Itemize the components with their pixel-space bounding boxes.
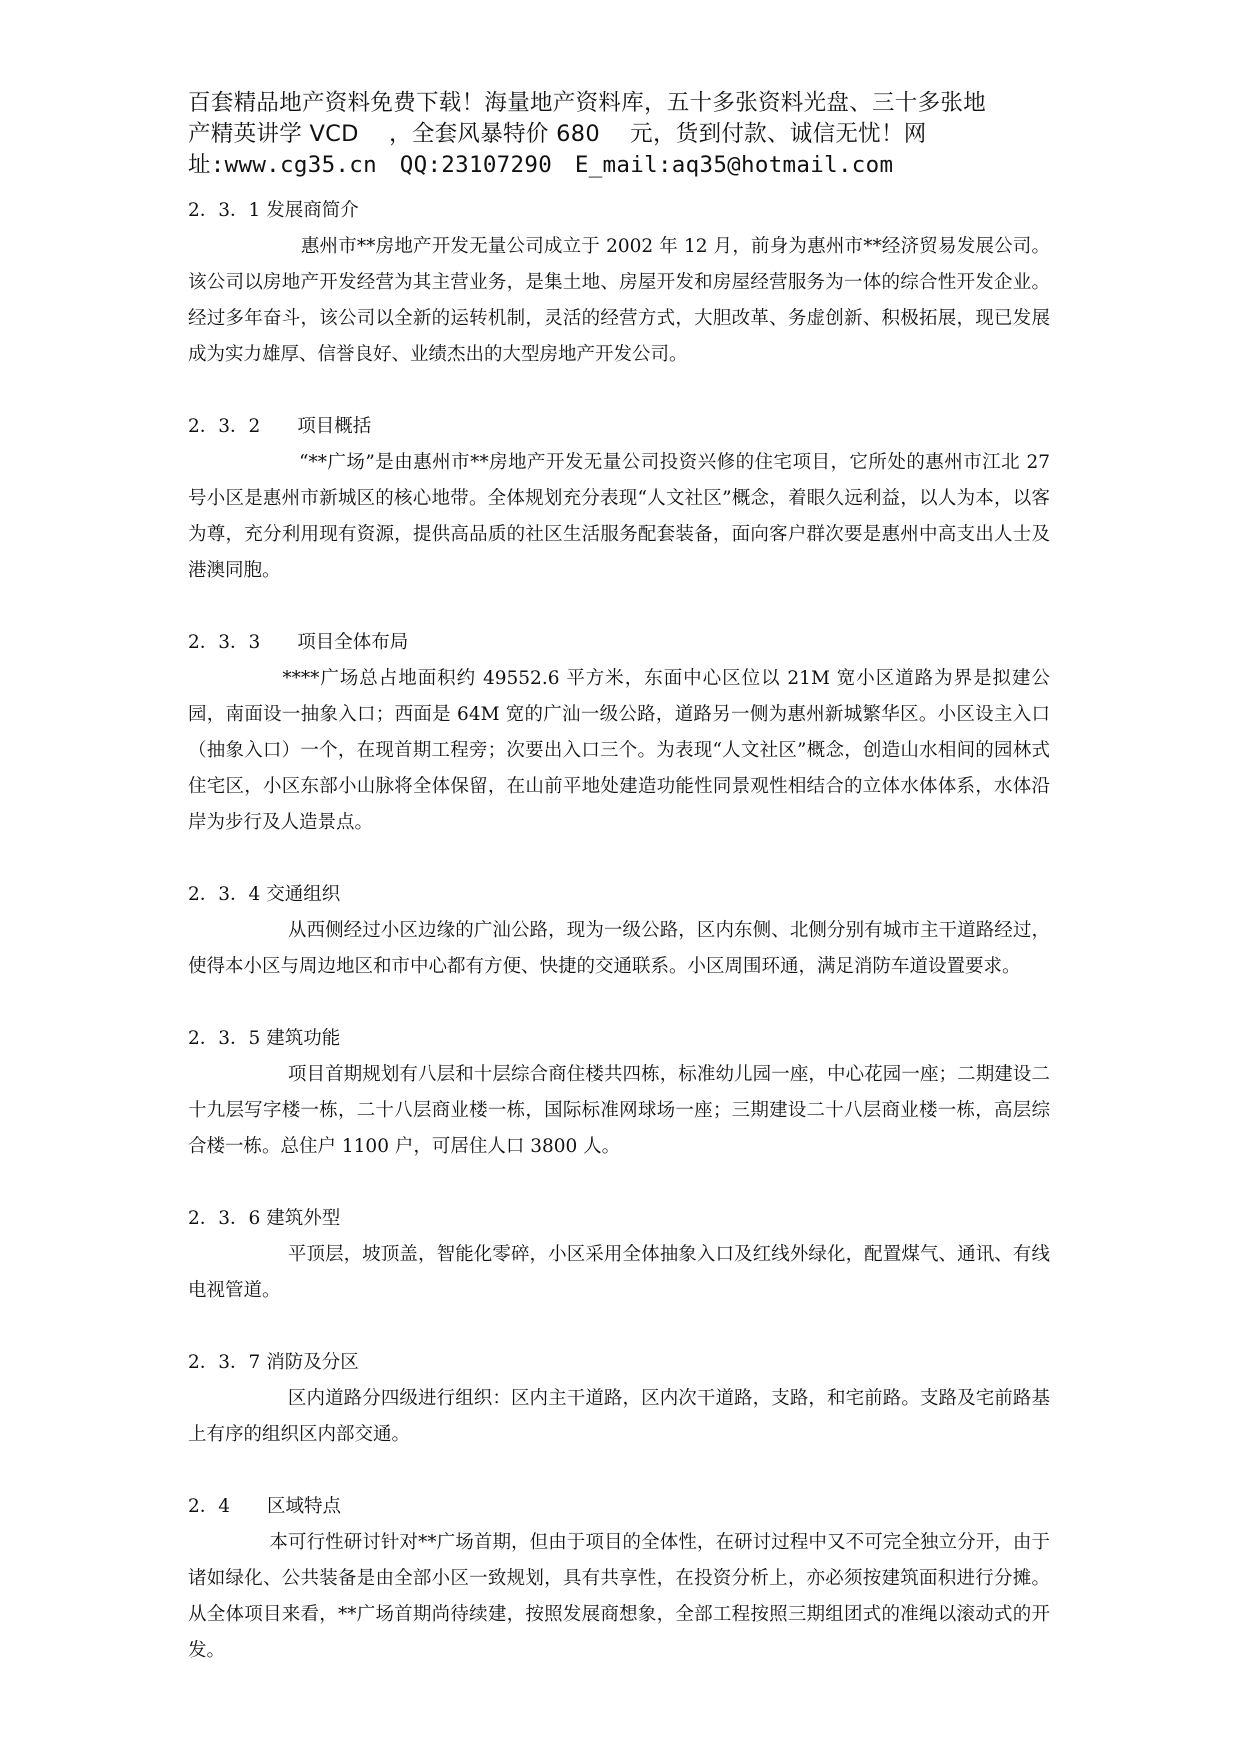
section-paragraph: 本可行性研讨针对**广场首期，但由于项目的全体性，在研讨过程中又不可完全独立分开，由于诸如绿化、公共装备是由全部小区一致规划，具有共享性，在投资分析上，亦必须按建筑面积进行分摊。从全体项目来看，**广场首期尚待续建，按照发展商想象，全部工程按照三期组团式的准绳以滚动式的开发。	[188, 1532, 1050, 1661]
section-building-function	[188, 1021, 1050, 1165]
section-paragraph: 区内道路分四级进行组织：区内主干道路，区内次干道路，支路，和宅前路。支路及宅前路基上有序的组织区内部交通。	[188, 1388, 1050, 1445]
section-paragraph: ****广场总占地面积约 49552.6 平方米，东面中心区位以 21M 宽小区道路为界是拟建公园，南面设一抽象入口；西面是 64M 宽的广汕一级公路，道路另一侧为惠州新城繁华区。小区设主入口（抽象入口）一个，在现首期工程旁；次要出入口三个。为表现“人文社区”概念，创造山水相间的园林式住宅区，小区东部小山脉将全体保留，在山前平地处建造功能性同景观性相结合的立体水体体系，水体沿岸为步行及人造景点。	[188, 668, 1050, 833]
section-paragraph: 平顶层，坡顶盖，智能化零碎，小区采用全体抽象入口及红线外绿化，配置煤气、通讯、有线电视管道。	[188, 1244, 1050, 1301]
section-paragraph: 惠州市**房地产开发无量公司成立于 2002 年 12 月，前身为惠州市**经济贸易发展公司。该公司以房地产开发经营为其主营业务，是集土地、房屋开发和房屋经营服务为一体的综合性开发企业。经过多年奋斗，该公司以全新的运转机制，灵活的经营方式，大胆改革、务虚创新、积极拓展，现已发展成为实力雄厚、信誉良好、业绩杰出的大型房地产开发公司。	[188, 236, 1050, 365]
section-heading: 2．3．2 项目概括	[188, 416, 372, 437]
section-heading: 2．3．3 项目全体布局	[188, 632, 409, 653]
section-developer-intro	[188, 193, 1050, 373]
section-traffic	[188, 877, 1050, 985]
section-regional-features	[188, 1489, 1050, 1669]
promo-banner	[188, 88, 1050, 181]
section-heading: 2．4 区域特点	[188, 1496, 342, 1517]
section-heading: 2．3．7 消防及分区	[188, 1352, 359, 1373]
banner-line-2: 产精英讲学 VCD ，全套风暴特价 680 元，货到付款、诚信无忧！网	[188, 121, 927, 147]
section-fire-zoning	[188, 1345, 1050, 1453]
section-project-layout	[188, 625, 1050, 841]
section-heading: 2．3．4 交通组织	[188, 884, 341, 905]
section-building-appearance	[188, 1201, 1050, 1309]
section-heading: 2．3．5 建筑功能	[188, 1028, 341, 1049]
document-body	[188, 193, 1050, 1705]
section-paragraph: 从西侧经过小区边缘的广汕公路，现为一级公路，区内东侧、北侧分别有城市主干道路经过，使得本小区与周边地区和市中心都有方便、快捷的交通联系。小区周围环通，满足消防车道设置要求。	[188, 920, 1050, 977]
section-project-overview	[188, 409, 1050, 589]
banner-line-3: 址:www.cg35.cn QQ:23107290 E_mail:aq35@hotmail.com	[188, 152, 894, 178]
section-heading: 2．3．1 发展商简介	[188, 200, 359, 221]
section-paragraph: “**广场”是由惠州市**房地产开发无量公司投资兴修的住宅项目，它所处的惠州市江北 27 号小区是惠州市新城区的核心地带。全体规划充分表现“人文社区”概念，着眼久远利益，以人为本，以客为尊，充分利用现有资源，提供高品质的社区生活服务配套装备，面向客户群次要是惠州中高支出人士及港澳同胞。	[188, 452, 1050, 581]
section-paragraph: 项目首期规划有八层和十层综合商住楼共四栋，标准幼儿园一座，中心花园一座；二期建设二十九层写字楼一栋，二十八层商业楼一栋，国际标准网球场一座；三期建设二十八层商业楼一栋，高层综合楼一栋。总住户 1100 户，可居住人口 3800 人。	[188, 1064, 1050, 1157]
section-heading: 2．3．6 建筑外型	[188, 1208, 341, 1229]
banner-line-1: 百套精品地产资料免费下载！海量地产资料库，五十多张资料光盘、三十多张地	[188, 90, 987, 116]
